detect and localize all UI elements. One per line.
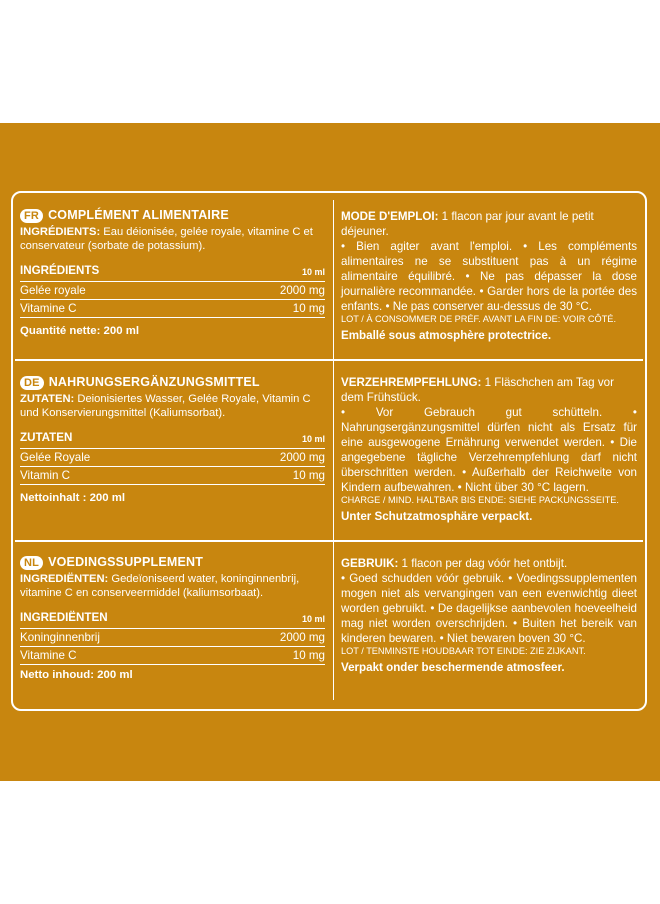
- fr-ingredients: [20, 225, 325, 253]
- de-row-value-1: 2000 mg: [279, 451, 325, 464]
- de-usage-section: [341, 375, 637, 524]
- de-language-badge: DE: [20, 376, 44, 390]
- de-mode-lead: VERZEHREMPFEHLUNG:: [341, 376, 482, 389]
- table-row: [20, 300, 325, 318]
- fr-title: COMPLÉMENT ALIMENTAIRE: [48, 208, 229, 222]
- de-ingredients-lead: ZUTATEN:: [20, 393, 75, 405]
- de-advice: • Vor Gebrauch gut schütteln. • Nahrungsergänzungsmittel dürfen nicht als Ersatz für eine ausgewogene Ernährung verwendet werden. • Die angegebene tägliche Verzehrempfehlung darf nicht überschritten werden. • Außerhalb der Reichweite von Kindern aufbewahren. • Nicht über 30 °C lagern.: [341, 406, 637, 494]
- fr-usage-section: [341, 209, 637, 343]
- de-row-value-2: 10 mg: [292, 469, 325, 482]
- fr-ingredients-lead: INGRÉDIENTS:: [20, 226, 101, 238]
- nl-net-quantity: Netto inhoud: 200 ml: [20, 669, 133, 681]
- table-row: [20, 647, 325, 665]
- fr-table-unit: 10 ml: [301, 267, 325, 277]
- fr-mode-lead: MODE D'EMPLOI:: [341, 210, 439, 223]
- fr-table-header: [20, 263, 325, 282]
- fr-lot: LOT / À CONSOMMER DE PRÉF. AVANT LA FIN DE: VOIR CÔTÉ.: [341, 314, 616, 324]
- fr-row-value-1: 2000 mg: [279, 284, 325, 297]
- de-row-name-2: Vitamin C: [20, 469, 71, 482]
- fr-mode: [341, 209, 637, 239]
- de-row-name-1: Gelée Royale: [20, 451, 91, 464]
- nl-advice: • Goed schudden vóór gebruik. • Voedingssupplementen mogen niet als vervangingen van een evenwichtig dieet worden gebruikt. • De dagelijkse aanbevolen hoeveelheid mag niet worden overschrijden. • Buiten het bereik van kinderen bewaren. • Niet bewaren boven 30 °C.: [341, 572, 637, 645]
- fr-table-title: INGRÉDIENTS: [20, 264, 100, 277]
- nl-mode: [341, 556, 637, 571]
- nl-usage-section: [341, 556, 637, 675]
- nl-row-name-2: Vitamine C: [20, 649, 77, 662]
- de-ingredients-text: Deionisiertes Wasser, Gelée Royale, Vitamin C und Konservierungsmittel (Kaliumsorbat).: [20, 393, 311, 419]
- fr-row-value-2: 10 mg: [292, 302, 325, 315]
- nl-title: VOEDINGSSUPPLEMENT: [48, 555, 204, 569]
- de-heading: [20, 375, 325, 390]
- fr-advice: • Bien agiter avant l'emploi. • Les compléments alimentaires ne se substituent pas à un régime alimentaire équilibré. • Ne pas dépasser la dose journalière recommandée. • Garder hors de la portée des enfants. • Ne pas conserver au-dessus de 30 °C.: [341, 240, 637, 313]
- nl-packed: Verpakt onder beschermende atmosfeer.: [341, 661, 565, 674]
- de-table-unit: 10 ml: [301, 434, 325, 444]
- fr-net-quantity: Quantité nette: 200 ml: [20, 325, 139, 337]
- de-table-header: [20, 430, 325, 449]
- table-row: [20, 629, 325, 647]
- nl-language-badge: NL: [20, 556, 43, 570]
- fr-row-name-2: Vitamine C: [20, 302, 77, 315]
- fr-row-name-1: Gelée royale: [20, 284, 86, 297]
- nl-table-header: [20, 610, 325, 629]
- column-divider: [333, 200, 334, 700]
- de-ingredients: [20, 392, 325, 420]
- fr-heading: [20, 208, 325, 223]
- nl-row-value-2: 10 mg: [292, 649, 325, 662]
- de-net-quantity: Nettoinhalt : 200 ml: [20, 492, 126, 504]
- nl-ingredients-text: Gedeïoniseerd water, koninginnenbrij, vitamine C en conserveermiddel (kaliumsorbaat).: [20, 573, 300, 599]
- de-ingredients-section: [20, 375, 325, 506]
- nl-heading: [20, 555, 325, 570]
- fr-language-badge: FR: [20, 209, 43, 223]
- section-divider-fr-de: [15, 359, 643, 361]
- nl-table-title: INGREDIËNTEN: [20, 611, 108, 624]
- nl-row-value-1: 2000 mg: [279, 631, 325, 644]
- fr-nutrition-table: [20, 263, 325, 318]
- nl-nutrition-table: [20, 610, 325, 665]
- nl-mode-lead: GEBRUIK:: [341, 557, 399, 570]
- section-divider-de-nl: [15, 540, 643, 542]
- fr-ingredients-section: [20, 208, 325, 339]
- nl-table-unit: 10 ml: [301, 614, 325, 624]
- nl-mode-text: 1 flacon per dag vóór het ontbijt.: [398, 557, 568, 570]
- de-nutrition-table: [20, 430, 325, 485]
- table-row: [20, 449, 325, 467]
- de-table-title: ZUTATEN: [20, 431, 73, 444]
- fr-packed: Emballé sous atmosphère protectrice.: [341, 329, 552, 342]
- nl-lot: LOT / TENMINSTE HOUDBAAR TOT EINDE: ZIE ZIJKANT.: [341, 646, 586, 656]
- table-row: [20, 467, 325, 485]
- de-packed: Unter Schutzatmosphäre verpackt.: [341, 510, 533, 523]
- de-mode-text: 1 Fläschchen am Tag vor dem Frühstück.: [341, 376, 614, 404]
- table-row: [20, 282, 325, 300]
- de-title: NAHRUNGSERGÄNZUNGSMITTEL: [48, 375, 260, 389]
- nl-row-name-1: Koninginnenbrij: [20, 631, 100, 644]
- fr-mode-text: 1 flacon par jour avant le petit déjeuner.: [341, 210, 594, 238]
- de-mode: [341, 375, 637, 405]
- nl-ingredients-lead: INGREDIËNTEN:: [20, 573, 109, 585]
- nl-ingredients-section: [20, 555, 325, 683]
- fr-ingredients-text: Eau déionisée, gelée royale, vitamine C et conservateur (sorbate de potassium).: [20, 226, 313, 252]
- de-lot: CHARGE / MIND. HALTBAR BIS ENDE: SIEHE PACKUNGSSEITE.: [341, 495, 619, 505]
- nl-ingredients: [20, 572, 325, 600]
